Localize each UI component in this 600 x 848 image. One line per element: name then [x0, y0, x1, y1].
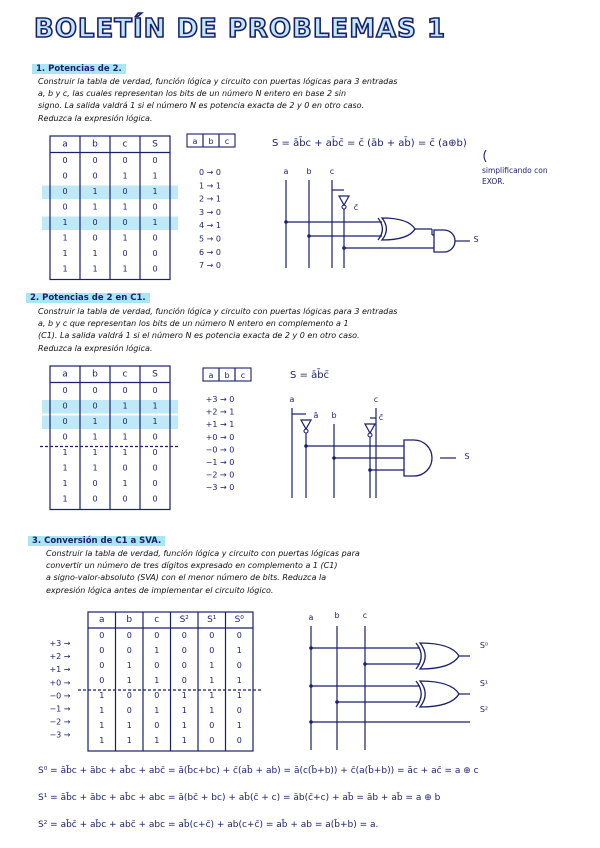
- table-2-cell: 1: [92, 448, 98, 457]
- table-1-cell: 0: [152, 156, 158, 165]
- table-1-cell: 1: [152, 218, 158, 227]
- table-3-cell: 1: [154, 736, 160, 745]
- input-label-c: c: [362, 611, 368, 620]
- table-3-header: S¹: [207, 615, 217, 625]
- table-2-cell: 0: [92, 386, 98, 395]
- xor-gate-1: [382, 218, 415, 240]
- mapping-1-row: 4 → 1: [199, 221, 221, 231]
- table-3-cell: 1: [236, 691, 242, 700]
- equation-s0: S⁰ = āb̄c + ābc + ab̄c + abc̄ = ā(b̄c+bc) + c̄(ab̄ + ab) = ā(c(b̄+b)) + c̄(a(b̄+b)) = āc + ac̄ = a ⊕ c: [38, 766, 479, 776]
- table-2-cell: 1: [122, 401, 128, 411]
- input-label-a: a: [283, 167, 289, 176]
- table-1-cell: 0: [62, 202, 68, 212]
- table-3-cell: 1: [209, 661, 215, 670]
- mini-header-1-label: b: [208, 137, 214, 146]
- row-label-3: −2 →: [49, 717, 71, 727]
- mapping-1-row: 2 → 1: [199, 194, 221, 204]
- table-3-cell: 0: [181, 676, 187, 685]
- and-gate-2: [404, 440, 432, 476]
- table-1-cell: 0: [92, 218, 98, 227]
- mapping-2-row: −3 → 0: [205, 483, 235, 493]
- table-2-header: S: [152, 369, 158, 380]
- table-1-header: a: [62, 139, 68, 150]
- input-label-c: c: [373, 395, 379, 404]
- table-3-cell: 1: [126, 661, 132, 670]
- table-3-header: S²: [179, 615, 189, 625]
- table-2-cell: 0: [152, 463, 158, 473]
- table-3-header: S⁰: [234, 615, 244, 625]
- table-3-cell: 0: [99, 661, 105, 670]
- table-3-cell: 0: [209, 721, 215, 730]
- not-c-label: c̄: [353, 203, 359, 212]
- table-2-cell: 0: [122, 386, 128, 395]
- junction-dot: [335, 700, 339, 704]
- table-2-cell: 0: [122, 417, 128, 426]
- table-2-cell: 0: [62, 401, 68, 411]
- table-2-header: a: [62, 369, 68, 380]
- table-1-cell: 0: [122, 187, 128, 196]
- table-2-cell: 1: [62, 463, 68, 473]
- table-2-cell: 1: [152, 401, 158, 411]
- mapping-1-row: 6 → 0: [199, 247, 221, 257]
- table-3-cell: 0: [181, 661, 187, 670]
- mapping-2-row: +2 → 1: [205, 407, 235, 417]
- mapping-2-row: −1 → 0: [205, 458, 235, 467]
- mini-header-2-label: b: [224, 371, 230, 380]
- table-3-header: b: [126, 615, 133, 625]
- junction-dot: [342, 246, 346, 250]
- mapping-1-row: 5 → 0: [199, 234, 221, 244]
- table-2-cell: 0: [152, 386, 158, 395]
- row-label-3: +3 →: [49, 639, 71, 648]
- table-1-cell: 1: [92, 187, 98, 196]
- table-1-cell: 0: [92, 156, 98, 165]
- table-2-cell: 0: [122, 463, 128, 473]
- xor-gate-s1: [420, 681, 459, 707]
- mapping-2-row: −2 → 0: [205, 470, 235, 480]
- table-1-cell: 0: [92, 171, 98, 181]
- table-2-cell: 0: [152, 432, 158, 442]
- table-2-header: b: [92, 369, 98, 380]
- table-1-cell: 1: [152, 187, 158, 196]
- table-3-cell: 0: [181, 646, 187, 655]
- not-gate-c: [365, 424, 375, 433]
- table-2-header: c: [122, 369, 128, 380]
- table-3-cell: 0: [99, 631, 105, 640]
- note-arrow: [484, 150, 486, 162]
- row-label-3: +2 →: [49, 652, 71, 662]
- table-3-header: a: [98, 615, 105, 625]
- table-3-cell: 1: [236, 676, 242, 685]
- table-3-header: c: [154, 615, 160, 625]
- table-3-cell: 1: [126, 721, 132, 730]
- table-2-cell: 0: [62, 386, 68, 395]
- junction-dot: [309, 720, 313, 724]
- table-3-cell: 0: [209, 736, 215, 745]
- not-gate-c: [339, 196, 349, 205]
- table-1-cell: 1: [122, 264, 128, 274]
- section-2-equation: S = āb̄c̄: [290, 370, 330, 381]
- table-2-cell: 0: [92, 401, 98, 411]
- row-label-3: −0 →: [49, 691, 71, 701]
- table-1-cell: 0: [152, 249, 158, 258]
- table-3-cell: 0: [99, 646, 105, 655]
- table-2-cell: 0: [62, 417, 68, 426]
- output-label-s2: S²: [479, 705, 489, 714]
- table-3-cell: 0: [209, 631, 215, 640]
- table-3-cell: 0: [209, 646, 215, 655]
- xor-gate-s0-back: [416, 643, 421, 669]
- table-3-cell: 1: [99, 706, 105, 715]
- table-2-cell: 1: [62, 494, 68, 504]
- table-2-cell: 1: [62, 479, 68, 488]
- table-2-cell: 1: [122, 432, 128, 442]
- mapping-1-row: 0 → 0: [199, 168, 221, 177]
- table-3-cell: 0: [126, 691, 132, 700]
- mapping-2-row: +3 → 0: [205, 395, 235, 404]
- table-3-cell: 1: [154, 676, 160, 685]
- table-1-cell: 0: [152, 202, 158, 212]
- mapping-2-row: +1 → 1: [205, 420, 235, 430]
- table-2-cell: 0: [122, 494, 128, 504]
- mini-header-2-label: a: [208, 371, 214, 380]
- table-2-cell: 0: [152, 448, 158, 457]
- table-1-cell: 0: [122, 249, 128, 258]
- table-3-cell: 1: [181, 721, 187, 730]
- section-3-text: Construir la tabla de verdad, función lógica y circuito con puertas lógicas para convertir un número de tres dígitos expresado en complemento a 1 (C1) a signo-valor-absoluto (SVA) con el menor número de bits. Reduzca la expresión lógica antes de implementar el circuito lógico.: [46, 549, 360, 595]
- mini-header-1-label: c: [224, 137, 230, 146]
- table-1-cell: 0: [92, 233, 98, 243]
- section-3-heading: 3. Conversión de C1 a SVA.: [28, 536, 165, 546]
- equation-s2: S² = ab̄c̄ + ab̄c + abc̄ + abc = ab̄(c+c̄) + ab(c+c̄) = ab̄ + ab = a(b̄+b) = a.: [38, 820, 379, 830]
- table-2-cell: 0: [152, 479, 158, 488]
- table-2-cell: 0: [92, 479, 98, 488]
- table-2-cell: 0: [152, 494, 158, 504]
- table-1-cell: 1: [122, 233, 128, 243]
- table-3-cell: 1: [236, 721, 242, 730]
- table-3-cell: 0: [154, 721, 160, 730]
- table-3-cell: 1: [126, 676, 132, 685]
- mapping-1-row: 3 → 0: [199, 207, 221, 217]
- mapping-2-row: +0 → 0: [205, 432, 235, 442]
- table-1-cell: 0: [62, 171, 68, 181]
- xor-gate-1-back: [378, 218, 382, 240]
- junction-dot: [304, 444, 308, 448]
- equation-s1: S¹ = āb̄c + ābc + ab̄c + abc = ā(bc̄ + bc) + ab̄(c̄ + c) = āb(c̄+c) + ab̄ = āb + ab̄ = a ⊕ b: [38, 793, 441, 803]
- table-3-cell: 0: [126, 631, 132, 640]
- and-gate-1: [434, 230, 455, 252]
- table-3-cell: 0: [126, 646, 132, 655]
- table-3-cell: 0: [154, 631, 160, 640]
- table-2-cell: 1: [122, 448, 128, 457]
- output-label-s0: S⁰: [479, 641, 489, 650]
- table-1-cell: 1: [92, 264, 98, 274]
- table-1-cell: 1: [92, 202, 98, 212]
- table-3-cell: 1: [99, 691, 105, 700]
- table-2-cell: 1: [92, 463, 98, 473]
- table-1-cell: 1: [152, 171, 158, 181]
- xor-gate-s1-back: [416, 681, 421, 707]
- junction-dot: [363, 662, 367, 666]
- table-1-cell: 0: [62, 156, 68, 165]
- output-label-s: S: [464, 452, 470, 461]
- table-1-cell: 0: [152, 264, 158, 274]
- xor-gate-s0: [420, 643, 459, 669]
- row-label-3: +1 →: [49, 665, 71, 675]
- table-3-cell: 1: [99, 721, 105, 730]
- junction-dot: [332, 456, 336, 460]
- junction-dot: [368, 468, 372, 472]
- table-3-cell: 0: [236, 706, 242, 715]
- not-a-label: ā: [313, 411, 319, 420]
- not-c-label: c̄: [378, 413, 384, 422]
- row-label-3: +0 →: [49, 678, 71, 688]
- table-1-header: b: [92, 139, 98, 150]
- table-2-cell: 1: [62, 448, 68, 457]
- input-label-a: a: [289, 395, 295, 404]
- table-1-cell: 1: [62, 218, 68, 227]
- mapping-1-row: 7 → 0: [199, 261, 221, 271]
- section-2-text: Construir la tabla de verdad, función lógica y circuito con puertas lógicas para 3 entradas a, b y c que representan los bits de un número N entero en complemento a 1 (C1). La salida valdrá 1 si el número N es potencia exacta de 2 y 0 en otro caso. Reduzca la expresión lógica.: [38, 307, 398, 353]
- output-label-s: S: [473, 235, 479, 244]
- section-1-note: simplificando con EXOR.: [482, 166, 548, 186]
- table-3-cell: 1: [181, 736, 187, 745]
- table-3-cell: 0: [154, 691, 160, 700]
- table-1-cell: 1: [122, 202, 128, 212]
- table-3-cell: 1: [181, 706, 187, 715]
- table-3-cell: 0: [236, 661, 242, 670]
- not-gate-a: [301, 420, 311, 429]
- table-1-cell: 1: [122, 171, 128, 181]
- table-1-cell: 0: [62, 187, 68, 196]
- table-1-cell: 0: [122, 156, 128, 165]
- table-3-cell: 0: [126, 706, 132, 715]
- table-1-cell: 1: [62, 233, 68, 243]
- table-2-cell: 1: [152, 417, 158, 426]
- junction-dot: [309, 646, 313, 650]
- table-3-cell: 1: [181, 691, 187, 700]
- table-3-cell: 1: [154, 646, 160, 655]
- table-3-cell: 0: [99, 676, 105, 685]
- input-label-c: c: [329, 167, 335, 176]
- table-2-cell: 1: [122, 479, 128, 488]
- table-1-header: c: [122, 139, 128, 150]
- junction-dot: [307, 234, 311, 238]
- page-title: BOLETÍN DE PROBLEMAS 1: [34, 14, 447, 44]
- table-1-cell: 1: [62, 264, 68, 274]
- mapping-1-row: 1 → 1: [199, 181, 221, 191]
- table-3-cell: 0: [236, 736, 242, 745]
- table-3-cell: 0: [154, 661, 160, 670]
- mini-header-1-label: a: [192, 137, 198, 146]
- table-3-cell: 1: [154, 706, 160, 715]
- junction-dot: [309, 684, 313, 688]
- table-3-cell: 1: [209, 691, 215, 700]
- mini-header-2-label: c: [240, 371, 246, 380]
- row-label-3: −1 →: [49, 704, 71, 714]
- table-3-cell: 1: [209, 706, 215, 715]
- table-1-cell: 1: [62, 249, 68, 258]
- table-1-cell: 1: [92, 249, 98, 258]
- input-label-b: b: [331, 411, 337, 420]
- section-1-heading: 1. Potencias de 2.: [32, 64, 126, 74]
- table-3-cell: 1: [99, 736, 105, 745]
- table-3-cell: 1: [209, 676, 215, 685]
- table-2-cell: 0: [92, 494, 98, 504]
- section-2-heading: 2. Potencias de 2 en C1.: [26, 293, 150, 303]
- section-1-equation: S = āb̄c + ab̄c̄ = c̄ (āb + ab̄) = c̄ (a⊕b): [272, 138, 467, 149]
- table-2-cell: 1: [92, 417, 98, 426]
- junction-dot: [284, 220, 288, 224]
- input-label-a: a: [308, 613, 314, 622]
- row-label-3: −3 →: [49, 730, 71, 740]
- table-3-cell: 1: [126, 736, 132, 745]
- table-1-cell: 0: [122, 218, 128, 227]
- input-label-b: b: [334, 611, 340, 620]
- section-1-text: Construir la tabla de verdad, función lógica y circuito con puertas lógicas para 3 entradas a, b y c, las cuales representan los bits de un número N entero en base 2 sin signo. La salida valdrá 1 si el número N es potencia exacta de 2 y 0 en otro caso. Reduzca la expresión lógica.: [38, 77, 398, 123]
- table-1-cell: 0: [152, 233, 158, 243]
- table-1-header: S: [152, 139, 158, 150]
- table-3-cell: 0: [236, 631, 242, 640]
- mapping-2-row: −0 → 0: [205, 445, 235, 455]
- table-2-cell: 0: [62, 432, 68, 442]
- table-3-cell: 0: [181, 631, 187, 640]
- table-3-cell: 1: [236, 646, 242, 655]
- output-label-s1: S¹: [479, 679, 489, 688]
- input-label-b: b: [306, 167, 312, 176]
- table-2-cell: 1: [92, 432, 98, 442]
